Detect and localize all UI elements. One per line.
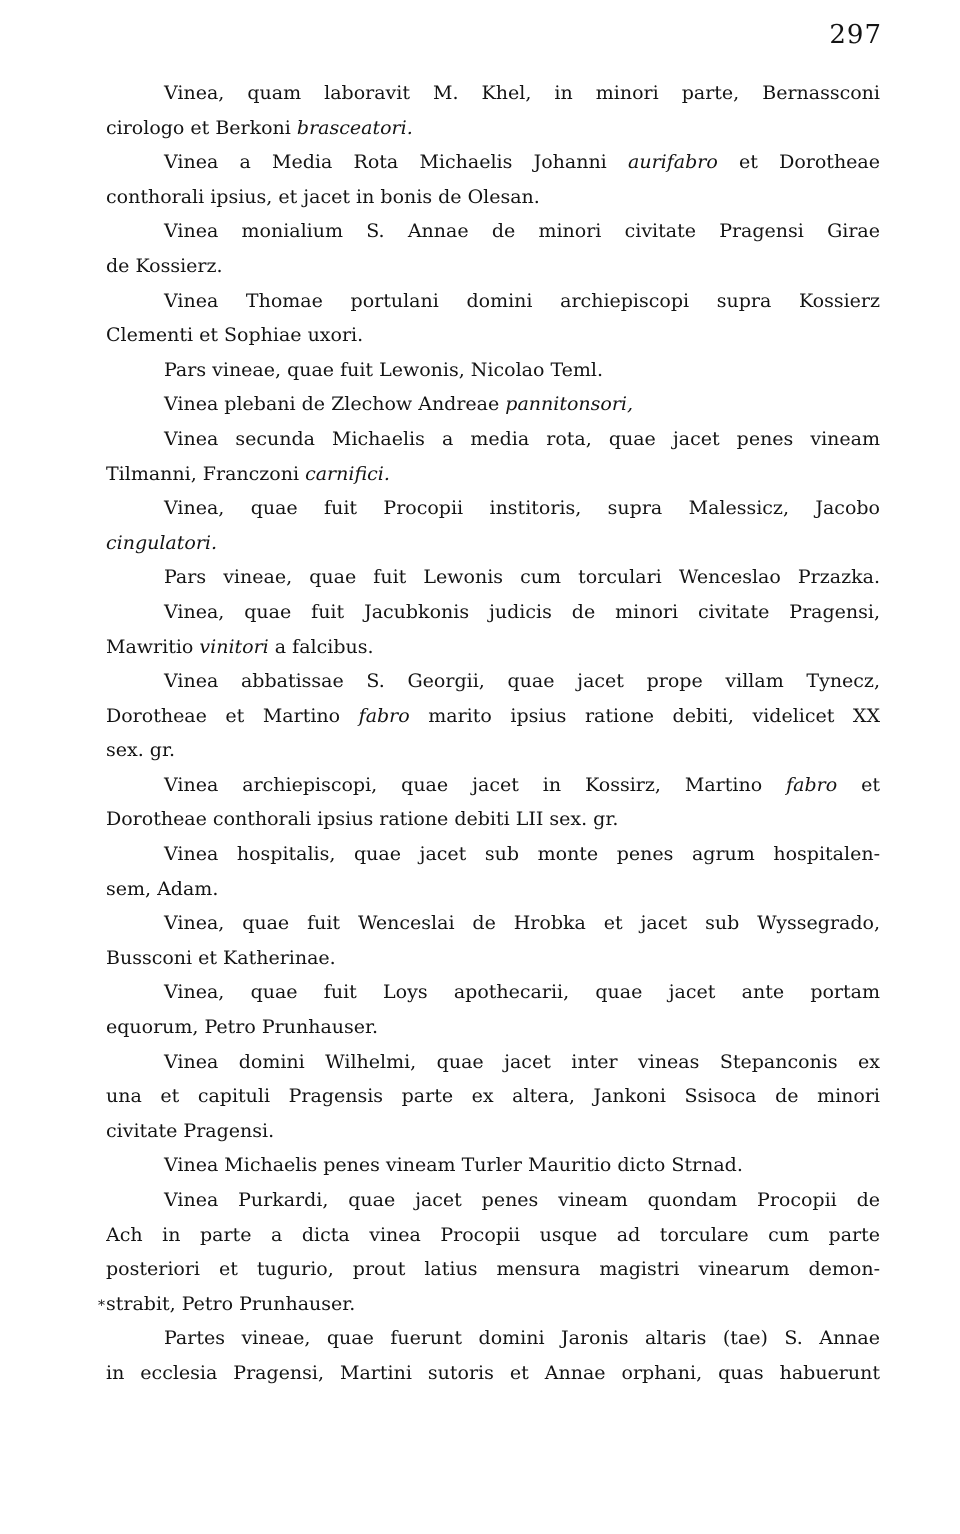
text-line <box>106 76 880 111</box>
text-line <box>106 526 880 561</box>
text-segment: Mawritio <box>106 635 200 658</box>
text-line <box>106 872 880 907</box>
text-segment: Vinea, quae fuit Procopii institoris, supra Malessicz, Jacobo <box>164 497 880 520</box>
text-segment: Partes vineae, quae fuerunt domini Jaronis altaris (tae) S. Annae <box>164 1327 880 1350</box>
page-number: 297 <box>829 20 882 50</box>
text-line <box>106 1183 880 1218</box>
text-segment: de Kossierz. <box>106 254 223 277</box>
text-line <box>106 353 880 388</box>
text-line <box>106 699 880 734</box>
text-segment: strabit, Petro Prunhauser. <box>106 1292 356 1315</box>
text-line <box>106 595 880 630</box>
text-segment: Vinea domini Wilhelmi, quae jacet inter vineas Stepanconis ex <box>164 1050 880 1073</box>
text-line <box>106 111 880 146</box>
text-segment: sex. gr. <box>106 739 175 762</box>
text-line <box>106 1045 880 1080</box>
text-segment: Vinea abbatissae S. Georgii, quae jacet prope villam Tynecz, <box>164 670 880 693</box>
italic-word: fabro <box>786 773 838 796</box>
text-line <box>106 387 880 422</box>
text-line <box>106 1287 880 1322</box>
text-segment: Vinea hospitalis, quae jacet sub monte penes agrum hospitalen- <box>164 843 880 866</box>
text-segment: Ach in parte a dicta vinea Procopii usque ad torculare cum parte <box>106 1223 880 1246</box>
text-line <box>106 630 880 665</box>
text-line <box>106 145 880 180</box>
text-segment: Pars vineae, quae fuit Lewonis, Nicolao Teml. <box>164 358 604 381</box>
text-segment: Clementi et Sophiae uxori. <box>106 324 364 347</box>
text-line <box>106 180 880 215</box>
text-line <box>106 1148 880 1183</box>
italic-word: vinitori <box>199 635 269 658</box>
text-line <box>106 664 880 699</box>
text-line <box>106 1356 880 1391</box>
text-segment: a falcibus. <box>268 635 374 658</box>
text-segment: Vinea monialium S. Annae de minori civitate Pragensi Girae <box>164 220 880 243</box>
text-line <box>106 906 880 941</box>
text-line <box>106 249 880 284</box>
text-segment: una et capituli Pragensis parte ex altera, Jankoni Ssisoca de minori <box>106 1085 880 1108</box>
text-line <box>106 1114 880 1149</box>
italic-word: carnifici. <box>305 462 390 485</box>
text-segment: Vinea archiepiscopi, quae jacet in Kossirz, Martino <box>164 773 787 796</box>
text-line <box>106 491 880 526</box>
italic-word: brasceatori. <box>296 116 413 139</box>
text-segment: Dorotheae conthorali ipsius ratione debiti LII sex. gr. <box>106 808 619 831</box>
text-line <box>106 214 880 249</box>
text-line <box>106 1252 880 1287</box>
text-line <box>106 422 880 457</box>
text-line <box>106 768 880 803</box>
text-line <box>106 837 880 872</box>
text-line <box>106 975 880 1010</box>
text-line <box>106 318 880 353</box>
text-segment: et <box>837 773 880 796</box>
italic-word: fabro <box>358 704 410 727</box>
text-segment: Vinea, quae fuit Jacubkonis judicis de minori civitate Pragensi, <box>164 600 880 623</box>
text-segment: Dorotheae et Martino <box>106 704 359 727</box>
text-line <box>106 284 880 319</box>
body-text <box>106 76 880 1391</box>
text-segment: Vinea secunda Michaelis a media rota, quae jacet penes vineam <box>164 427 880 450</box>
text-segment: Vinea, quae fuit Wenceslai de Hrobka et jacet sub Wyssegrado, <box>164 912 880 935</box>
text-segment: conthorali ipsius, et jacet in bonis de Olesan. <box>106 185 540 208</box>
text-segment: cirologo et Berkoni <box>106 116 297 139</box>
text-line <box>106 802 880 837</box>
italic-word: cingulatori. <box>106 531 218 554</box>
text-line <box>106 1079 880 1114</box>
text-segment: Vinea Thomae portulani domini archiepiscopi supra Kossierz <box>164 289 880 312</box>
text-segment: Vinea a Media Rota Michaelis Johanni <box>164 151 628 174</box>
text-segment: Vinea Michaelis penes vineam Turler Mauritio dicto Strnad. <box>164 1154 743 1177</box>
text-segment: civitate Pragensi. <box>106 1119 275 1142</box>
text-line <box>106 1010 880 1045</box>
text-segment: Bussconi et Katherinae. <box>106 946 336 969</box>
text-segment: in ecclesia Pragensi, Martini sutoris et Annae orphani, quas habuerunt <box>106 1361 880 1384</box>
text-segment: Vinea Purkardi, quae jacet penes vineam quondam Procopii de <box>164 1189 880 1211</box>
text-segment: Vinea plebani de Zlechow Andreae <box>164 393 506 416</box>
text-line <box>106 1218 880 1253</box>
italic-word: aurifabro <box>628 151 718 174</box>
text-line <box>106 457 880 492</box>
text-segment: et Dorotheae <box>717 151 880 174</box>
margin-asterisk: * <box>98 1298 105 1314</box>
text-segment: Vinea, quam laboravit M. Khel, in minori parte, Bernassconi <box>164 82 880 104</box>
text-segment: sem, Adam. <box>106 877 219 900</box>
text-segment: marito ipsius ratione debiti, videlicet XX <box>409 704 880 727</box>
text-segment: equorum, Petro Prunhauser. <box>106 1016 379 1039</box>
text-line <box>106 560 880 595</box>
text-line <box>106 733 880 768</box>
text-segment: Vinea, quae fuit Loys apothecarii, quae jacet ante portam <box>164 981 880 1004</box>
text-segment: Pars vineae, quae fuit Lewonis cum torculari Wenceslao Przazka. <box>164 566 880 589</box>
text-segment: posteriori et tugurio, prout latius mensura magistri vinearum demon- <box>106 1258 880 1281</box>
text-line <box>106 1321 880 1356</box>
italic-word: pannitonsori, <box>505 393 634 416</box>
text-line <box>106 941 880 976</box>
text-segment: Tilmanni, Franczoni <box>106 462 306 485</box>
